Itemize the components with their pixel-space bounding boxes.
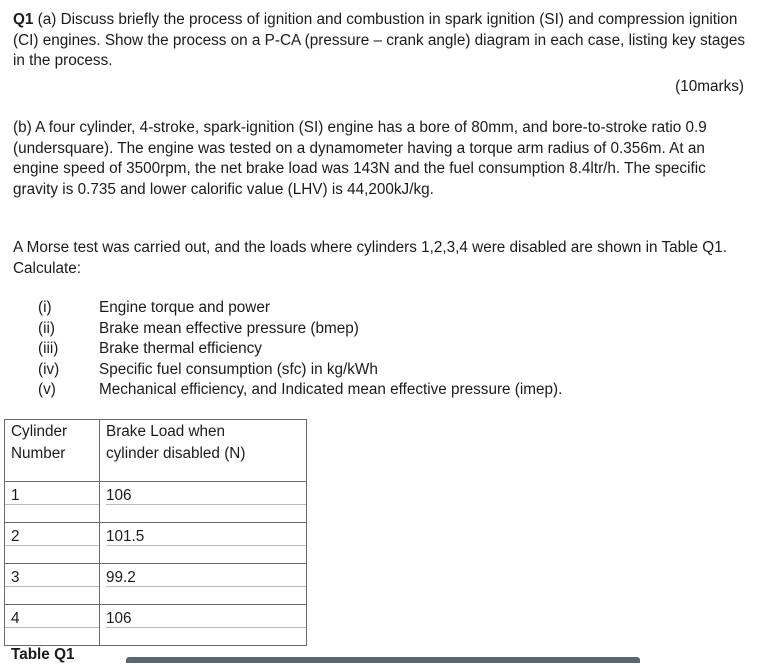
header-line: Number xyxy=(11,445,66,462)
morse-test-table xyxy=(4,419,307,646)
cylinder-cell xyxy=(5,564,100,605)
horizontal-scrollbar[interactable] xyxy=(126,657,640,663)
load-value: 106 xyxy=(106,611,306,628)
task-text: Brake mean effective pressure (bmep) xyxy=(99,319,359,337)
task-item xyxy=(38,339,562,360)
marks-label: (10marks) xyxy=(675,78,744,95)
header-cylinder-number xyxy=(5,420,100,482)
task-text: Engine torque and power xyxy=(99,299,270,316)
question-part-a xyxy=(13,10,748,72)
task-list xyxy=(38,298,562,401)
task-number: (ii) xyxy=(38,319,55,337)
header-line: Brake Load when xyxy=(106,423,226,440)
task-number: (iii) xyxy=(38,340,59,357)
question-part-b: (b) A four cylinder, 4-stroke, spark-ignition (SI) engine has a bore of 80mm, and bore-to-stroke ratio 0.9 (undersquare). The engine was tested on a dynamometer having a torque arm radius of 0.356m. At an engine speed of 3500rpm, the net brake load was 143N and the fuel consumption 8.4ltr/h. The specific gravity is 0.735 and lower calorific value (LHV) is 44,200kJ/kg. xyxy=(13,119,707,198)
table-row xyxy=(5,564,307,605)
cylinder-value: 3 xyxy=(5,570,99,587)
cylinder-cell xyxy=(5,523,100,564)
task-number: (i) xyxy=(38,299,52,316)
task-text: Brake thermal efficiency xyxy=(99,340,262,357)
load-cell xyxy=(100,605,307,646)
table-row xyxy=(5,605,307,646)
morse-test-intro: A Morse test was carried out, and the loads where cylinders 1,2,3,4 were disabled are shown in Table Q1. Calculate: xyxy=(13,239,727,277)
cylinder-value: 4 xyxy=(5,611,99,628)
task-item xyxy=(38,380,562,401)
task-item xyxy=(38,319,562,340)
cylinder-cell xyxy=(5,605,100,646)
task-item xyxy=(38,360,562,381)
table-caption: Table Q1 xyxy=(11,646,75,663)
task-text: Mechanical efficiency, and Indicated mean effective pressure (imep). xyxy=(99,381,563,398)
header-line: Cylinder xyxy=(11,423,68,440)
load-cell xyxy=(100,482,307,523)
question-label: Q1 xyxy=(13,11,34,28)
table-header-row xyxy=(5,420,307,482)
load-cell xyxy=(100,523,307,564)
cylinder-cell xyxy=(5,482,100,523)
header-line: cylinder disabled (N) xyxy=(106,445,246,462)
task-item xyxy=(38,298,562,319)
cylinder-value: 2 xyxy=(5,529,99,546)
load-value: 101.5 xyxy=(106,529,306,546)
task-number: (v) xyxy=(38,381,56,398)
part-a-text: (a) Discuss briefly the process of ignition and combustion in spark ignition (SI) and compression ignition (CI) engines. Show the process on a P-CA (pressure – crank angle) diagram in each case, listing key stages in the process. xyxy=(13,11,746,69)
task-number: (iv) xyxy=(38,360,60,378)
cylinder-value: 1 xyxy=(5,488,99,505)
load-value: 99.2 xyxy=(106,570,306,587)
load-value: 106 xyxy=(106,488,306,505)
header-brake-load xyxy=(100,420,307,482)
table-row xyxy=(5,482,307,523)
task-text: Specific fuel consumption (sfc) in kg/kWh xyxy=(99,360,378,378)
table-row xyxy=(5,523,307,564)
load-cell xyxy=(100,564,307,605)
